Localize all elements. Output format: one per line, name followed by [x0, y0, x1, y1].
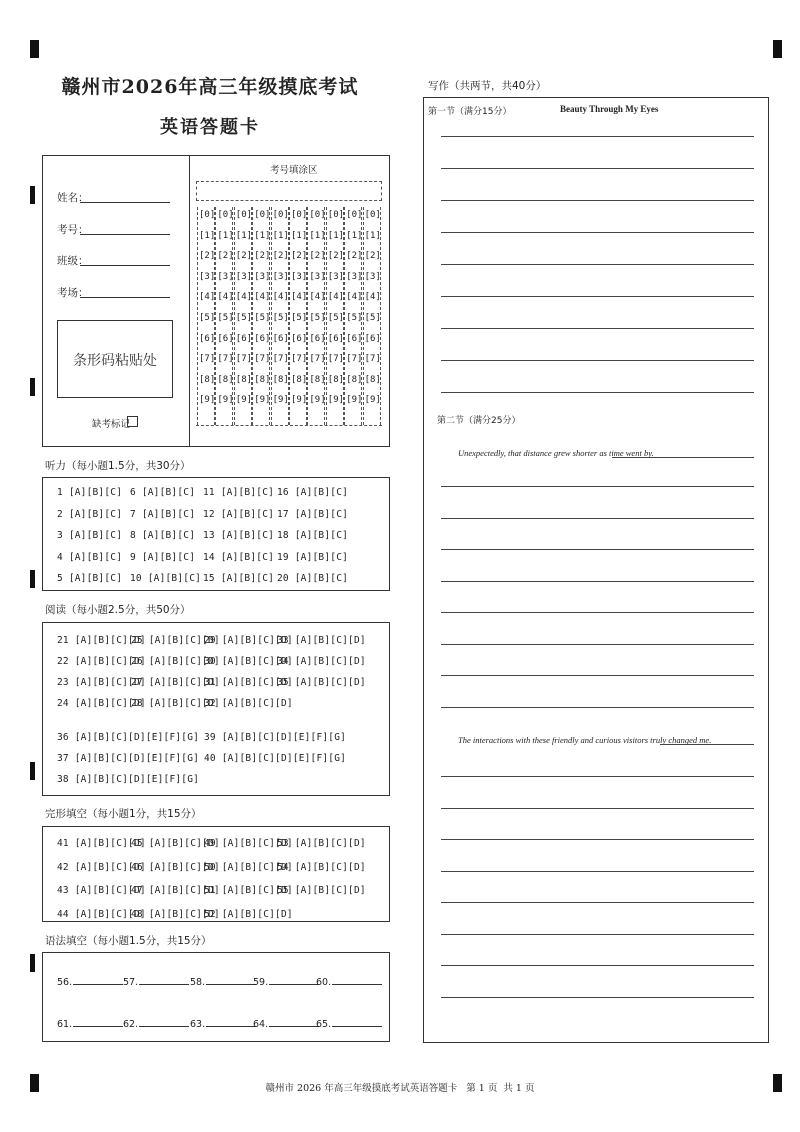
id-digit-bubble[interactable]: [8]	[199, 374, 216, 385]
id-digit-bubble[interactable]: [6]	[199, 333, 216, 344]
id-digit-bubble[interactable]: [0]	[327, 210, 345, 220]
id-digit-bubble[interactable]: [8]	[291, 374, 308, 385]
id-digit-bubble[interactable]: [6]	[364, 333, 381, 344]
id-digit-bubble[interactable]: [0]	[254, 210, 271, 220]
writing-line[interactable]	[441, 168, 754, 169]
writing-line[interactable]	[441, 581, 754, 582]
exam-number-field[interactable]	[80, 234, 170, 235]
writing-line[interactable]	[441, 360, 754, 361]
class-label: 班级：	[57, 255, 89, 267]
id-digit-bubble[interactable]: [4]	[364, 292, 381, 303]
id-digit-bubble[interactable]: [6]	[254, 333, 271, 344]
card-title: 英语答题卡	[160, 117, 260, 138]
grammar-blank[interactable]	[57, 977, 123, 988]
seven-choice-question[interactable]: 37 [A][B][C][D][E][F][G]	[57, 753, 200, 764]
id-digit-bubble[interactable]: [3]	[199, 271, 216, 282]
id-digit-bubble[interactable]: [5]	[217, 313, 234, 323]
id-digit-bubble[interactable]: [5]	[346, 313, 363, 323]
id-digit-bubble[interactable]: [8]	[309, 374, 326, 385]
grammar-answer-line[interactable]	[139, 984, 189, 985]
paragraph2-first-line[interactable]	[660, 744, 754, 745]
exam-title: 赣州市2026年高三年级摸底考试	[61, 76, 359, 98]
writing-line[interactable]	[441, 264, 754, 265]
id-digit-input-row	[196, 181, 382, 201]
reading-question[interactable]: 31 [A][B][C][D]	[204, 677, 293, 688]
id-digit-bubble[interactable]: [4]	[291, 292, 308, 303]
cloze-question[interactable]: 49 [A][B][C][D]	[204, 838, 293, 849]
exam-room-field[interactable]	[80, 297, 170, 298]
listening-question[interactable]: 5 [A][B][C]	[57, 573, 123, 584]
id-digit-bubble[interactable]: [0]	[272, 210, 289, 220]
listening-question[interactable]: 3 [A][B][C]	[57, 530, 123, 541]
id-digit-bubble[interactable]: [5]	[235, 313, 253, 323]
id-digit-bubble[interactable]: [3]	[254, 271, 271, 282]
grammar-answer-line[interactable]	[332, 1026, 382, 1027]
id-digit-column	[344, 207, 362, 425]
id-digit-bubble[interactable]: [8]	[364, 374, 381, 385]
paragraph1-prompt: Unexpectedly, that distance grew shorter as time went by.	[458, 448, 654, 458]
grammar-blank[interactable]	[123, 1019, 189, 1030]
id-digit-column	[363, 207, 381, 425]
id-digit-bubble[interactable]: [3]	[291, 271, 308, 282]
timing-mark	[30, 378, 35, 396]
id-digit-bubble[interactable]: [7]	[235, 354, 253, 365]
timing-mark	[30, 186, 35, 204]
id-digit-bubble[interactable]: [2]	[291, 251, 308, 262]
id-digit-bubble[interactable]: [8]	[327, 374, 345, 385]
id-digit-bubble[interactable]: [9]	[291, 395, 308, 406]
id-digit-bubble[interactable]: [9]	[309, 395, 326, 406]
grammar-blank-number: 64.	[253, 1019, 269, 1030]
absent-label: 缺考标记	[92, 419, 131, 430]
id-digit-bubble[interactable]: [2]	[199, 251, 216, 262]
timing-mark	[30, 570, 35, 588]
id-digit-bubble[interactable]: [1]	[199, 230, 216, 241]
reading-question[interactable]: 25 [A][B][C][D]	[131, 635, 220, 646]
id-digit-bubble[interactable]: [7]	[217, 354, 234, 365]
writing-line[interactable]	[441, 549, 754, 550]
id-digit-bubble[interactable]: [3]	[346, 271, 363, 282]
listening-question[interactable]: 11 [A][B][C]	[203, 487, 275, 498]
writing-line[interactable]	[441, 392, 754, 393]
writing-line[interactable]	[441, 997, 754, 998]
id-digit-bubble[interactable]: [1]	[272, 230, 289, 241]
id-digit-bubble[interactable]: [9]	[364, 395, 381, 406]
grammar-blank-number: 60.	[316, 977, 332, 988]
listening-question[interactable]: 2 [A][B][C]	[57, 508, 123, 520]
id-digit-bubble[interactable]: [2]	[272, 251, 289, 262]
grammar-blank-number: 63.	[190, 1019, 206, 1030]
id-digit-bubble[interactable]: [7]	[272, 354, 289, 365]
grammar-answer-line[interactable]	[139, 1026, 189, 1027]
reading-question[interactable]: 22 [A][B][C][D]	[57, 656, 146, 667]
id-digit-column	[215, 207, 233, 425]
cloze-question[interactable]: 50 [A][B][C][D]	[204, 861, 293, 873]
id-digit-bubble[interactable]: [2]	[235, 251, 253, 262]
id-digit-bubble[interactable]: [5]	[199, 313, 216, 323]
writing-line[interactable]	[441, 839, 754, 840]
reading-question[interactable]: 28 [A][B][C][D]	[131, 698, 220, 709]
cloze-question[interactable]: 52 [A][B][C][D]	[204, 908, 293, 920]
seven-choice-question[interactable]: 38 [A][B][C][D][E][F][G]	[57, 774, 200, 785]
id-digit-bubble[interactable]: [6]	[346, 333, 363, 344]
id-digit-bubble[interactable]: [1]	[254, 230, 271, 241]
reading-question[interactable]: 30 [A][B][C][D]	[204, 656, 293, 667]
id-digit-bubble[interactable]: [5]	[364, 313, 381, 323]
grammar-answer-line[interactable]	[206, 984, 256, 985]
grammar-answer-line[interactable]	[73, 984, 123, 985]
id-digit-bubble[interactable]: [2]	[217, 251, 234, 262]
grammar-blank[interactable]	[57, 1019, 123, 1030]
exam-number-label: 考号：	[57, 224, 89, 236]
id-digit-bubble[interactable]: [4]	[254, 292, 271, 303]
id-digit-column	[197, 207, 215, 425]
cloze-question[interactable]: 53 [A][B][C][D]	[277, 838, 366, 849]
grammar-blank[interactable]	[316, 1019, 382, 1030]
seven-choice-question[interactable]: 40 [A][B][C][D][E][F][G]	[204, 753, 347, 764]
id-digit-bubble[interactable]: [4]	[272, 292, 289, 303]
writing-line[interactable]	[441, 328, 754, 329]
id-digit-bubble[interactable]: [0]	[199, 210, 216, 220]
writing-line[interactable]	[441, 232, 754, 233]
reading-question[interactable]: 26 [A][B][C][D]	[131, 656, 220, 667]
id-digit-bubble[interactable]: [5]	[272, 313, 289, 323]
writing-line[interactable]	[441, 612, 754, 613]
id-digit-bubble[interactable]: [3]	[327, 271, 345, 282]
listening-question[interactable]: 7 [A][B][C]	[130, 508, 196, 520]
id-digit-bubble[interactable]: [4]	[346, 292, 363, 303]
id-digit-bubble[interactable]: [3]	[235, 271, 253, 282]
exam-room-label: 考场：	[57, 287, 89, 299]
id-digit-bubble[interactable]: [4]	[309, 292, 326, 303]
id-digit-bubble[interactable]: [4]	[217, 292, 234, 303]
id-digit-bubble[interactable]: [8]	[235, 374, 253, 385]
listening-question[interactable]: 10 [A][B][C]	[130, 573, 202, 584]
id-digit-column	[252, 207, 270, 425]
timing-mark	[30, 762, 35, 780]
id-digit-bubble[interactable]: [7]	[254, 354, 271, 365]
writing-part1-label: 第一节（满分15分）	[428, 107, 512, 117]
cloze-question[interactable]: 45 [A][B][C][D]	[131, 838, 220, 849]
listening-question[interactable]: 8 [A][B][C]	[130, 530, 196, 541]
grammar-blank-number: 62.	[123, 1019, 139, 1030]
id-digit-bubble[interactable]: [5]	[291, 313, 308, 323]
id-digit-bubble[interactable]: [5]	[309, 313, 326, 323]
writing-line[interactable]	[441, 486, 754, 487]
grammar-blank[interactable]	[253, 977, 319, 988]
cloze-title: 完形填空（每小题1分，共15分）	[45, 808, 202, 820]
listening-question[interactable]: 13 [A][B][C]	[203, 530, 275, 541]
id-digit-bubble[interactable]: [5]	[327, 313, 345, 323]
listening-question[interactable]: 12 [A][B][C]	[203, 508, 275, 520]
name-label: 姓名：	[57, 192, 89, 204]
listening-question[interactable]: 14 [A][B][C]	[203, 551, 275, 563]
paragraph1-first-line[interactable]	[612, 457, 754, 458]
id-digit-bubble[interactable]: [0]	[309, 210, 326, 220]
grammar-answer-line[interactable]	[206, 1026, 256, 1027]
writing-line[interactable]	[441, 518, 754, 519]
reading-question[interactable]: 29 [A][B][C][D]	[204, 635, 293, 646]
id-digit-bubble[interactable]: [2]	[327, 251, 345, 262]
id-digit-bubble[interactable]: [0]	[235, 210, 253, 220]
id-grid-bottom-border	[196, 425, 382, 426]
writing-line[interactable]	[441, 707, 754, 708]
listening-question[interactable]: 15 [A][B][C]	[203, 573, 275, 584]
listening-question[interactable]: 4 [A][B][C]	[57, 551, 123, 563]
cloze-question[interactable]: 41 [A][B][C][D]	[57, 838, 146, 849]
grammar-blank[interactable]	[190, 977, 256, 988]
barcode-label: 条形码粘贴处	[73, 353, 157, 369]
id-digit-bubble[interactable]: [7]	[346, 354, 363, 365]
id-digit-bubble[interactable]: [4]	[327, 292, 345, 303]
listening-title: 听力（每小题1.5分，共30分）	[45, 460, 191, 472]
id-digit-bubble[interactable]: [1]	[217, 230, 234, 241]
id-digit-bubble[interactable]: [9]	[327, 395, 345, 406]
reading-question[interactable]: 21 [A][B][C][D]	[57, 635, 146, 646]
cloze-question[interactable]: 51 [A][B][C][D]	[204, 885, 293, 896]
id-digit-bubble[interactable]: [8]	[346, 374, 363, 385]
listening-question[interactable]: 20 [A][B][C]	[277, 573, 349, 584]
reading-question[interactable]: 23 [A][B][C][D]	[57, 677, 146, 688]
id-digit-bubble[interactable]: [9]	[217, 395, 234, 406]
id-digit-bubble[interactable]: [6]	[327, 333, 345, 344]
id-digit-bubble[interactable]: [0]	[217, 210, 234, 220]
writing-part1-heading: Beauty Through My Eyes	[560, 104, 659, 114]
cloze-question[interactable]: 54 [A][B][C][D]	[277, 861, 366, 873]
id-digit-bubble[interactable]: [9]	[235, 395, 253, 406]
id-digit-column	[271, 207, 289, 425]
id-digit-bubble[interactable]: [8]	[217, 374, 234, 385]
reading-question[interactable]: 32 [A][B][C][D]	[204, 698, 293, 709]
id-digit-bubble[interactable]: [9]	[346, 395, 363, 406]
grammar-title: 语法填空（每小题1.5分，共15分）	[45, 935, 212, 947]
grammar-blank-number: 61.	[57, 1019, 73, 1030]
absent-checkbox[interactable]	[127, 416, 138, 427]
listening-question[interactable]: 16 [A][B][C]	[277, 487, 349, 498]
id-digit-bubble[interactable]: [2]	[364, 251, 381, 262]
corner-mark-top-left	[30, 40, 39, 58]
reading-box	[42, 622, 390, 796]
grammar-answer-line[interactable]	[73, 1026, 123, 1027]
grammar-blank[interactable]	[123, 977, 189, 988]
writing-line[interactable]	[441, 902, 754, 903]
class-field[interactable]	[80, 265, 170, 266]
grammar-blank-number: 56.	[57, 977, 73, 988]
id-digit-bubble[interactable]: [2]	[254, 251, 271, 262]
reading-question[interactable]: 24 [A][B][C][D]	[57, 698, 146, 709]
id-digit-bubble[interactable]: [2]	[346, 251, 363, 262]
seven-choice-question[interactable]: 36 [A][B][C][D][E][F][G]	[57, 732, 200, 743]
grammar-blank-number: 65.	[316, 1019, 332, 1030]
id-digit-bubble[interactable]: [0]	[291, 210, 308, 220]
id-digit-bubble[interactable]: [4]	[235, 292, 253, 303]
id-digit-bubble[interactable]: [1]	[346, 230, 363, 241]
id-digit-bubble[interactable]: [7]	[364, 354, 381, 365]
id-digit-bubble[interactable]: [0]	[346, 210, 363, 220]
id-digit-bubble[interactable]: [2]	[309, 251, 326, 262]
writing-line[interactable]	[441, 644, 754, 645]
grammar-blank-number: 58.	[190, 977, 206, 988]
id-digit-bubble[interactable]: [7]	[291, 354, 308, 365]
cloze-question[interactable]: 55 [A][B][C][D]	[277, 885, 366, 896]
reading-question[interactable]: 35 [A][B][C][D]	[277, 677, 366, 688]
id-digit-bubble[interactable]: [9]	[199, 395, 216, 406]
id-digit-bubble[interactable]: [3]	[217, 271, 234, 282]
id-digit-bubble[interactable]: [7]	[309, 354, 326, 365]
id-digit-bubble[interactable]: [3]	[364, 271, 381, 282]
id-digit-bubble[interactable]: [7]	[327, 354, 345, 365]
cloze-question[interactable]: 44 [A][B][C][D]	[57, 908, 146, 920]
writing-line[interactable]	[441, 200, 754, 201]
id-area-title: 考号填涂区	[270, 165, 318, 176]
id-digit-bubble[interactable]: [1]	[364, 230, 381, 241]
listening-question[interactable]: 1 [A][B][C]	[57, 487, 123, 498]
id-digit-bubble[interactable]: [6]	[291, 333, 308, 344]
id-digit-bubble[interactable]: [3]	[309, 271, 326, 282]
corner-mark-top-right	[773, 40, 782, 58]
writing-line[interactable]	[441, 965, 754, 966]
reading-title: 阅读（每小题2.5分，共50分）	[45, 604, 191, 616]
id-digit-bubble[interactable]: [1]	[309, 230, 326, 241]
grammar-answer-line[interactable]	[269, 984, 319, 985]
listening-question[interactable]: 9 [A][B][C]	[130, 551, 196, 563]
timing-mark	[30, 954, 35, 972]
grammar-blank[interactable]	[316, 977, 382, 988]
id-digit-column	[326, 207, 344, 425]
writing-title: 写作（共两节，共40分）	[428, 80, 547, 92]
cloze-question[interactable]: 42 [A][B][C][D]	[57, 861, 146, 873]
id-digit-bubble[interactable]: [1]	[327, 230, 345, 241]
name-field[interactable]	[80, 202, 170, 203]
page-footer: 赣州市 2026 年高三年级摸底考试英语答题卡 第 1 页 共 1 页	[265, 1083, 535, 1094]
writing-part2-label: 第二节（满分25分）	[437, 416, 521, 426]
id-digit-bubble[interactable]: [9]	[272, 395, 289, 406]
id-digit-bubble[interactable]: [5]	[254, 313, 271, 323]
id-digit-column	[234, 207, 252, 425]
reading-question[interactable]: 27 [A][B][C][D]	[131, 677, 220, 688]
id-digit-column	[289, 207, 307, 425]
id-digit-bubble[interactable]: [4]	[199, 292, 216, 303]
reading-question[interactable]: 33 [A][B][C][D]	[277, 635, 366, 646]
id-digit-bubble[interactable]: [6]	[217, 333, 234, 344]
cloze-question[interactable]: 43 [A][B][C][D]	[57, 885, 146, 896]
writing-line[interactable]	[441, 808, 754, 809]
writing-line[interactable]	[441, 296, 754, 297]
grammar-answer-line[interactable]	[332, 984, 382, 985]
grammar-blank-number: 57.	[123, 977, 139, 988]
writing-line[interactable]	[441, 675, 754, 676]
id-digit-bubble[interactable]: [8]	[272, 374, 289, 385]
cloze-question[interactable]: 47 [A][B][C][D]	[131, 885, 220, 896]
grammar-blank[interactable]	[190, 1019, 256, 1030]
listening-question[interactable]: 18 [A][B][C]	[277, 530, 349, 541]
id-digit-bubble[interactable]: [8]	[254, 374, 271, 385]
info-divider	[189, 155, 190, 447]
grammar-blank-number: 59.	[253, 977, 269, 988]
reading-question[interactable]: 34 [A][B][C][D]	[277, 656, 366, 667]
id-digit-bubble[interactable]: [1]	[291, 230, 308, 241]
id-digit-bubble[interactable]: [6]	[309, 333, 326, 344]
id-digit-bubble[interactable]: [0]	[364, 210, 381, 220]
grammar-answer-line[interactable]	[269, 1026, 319, 1027]
grammar-blank[interactable]	[253, 1019, 319, 1030]
cloze-question[interactable]: 48 [A][B][C][D]	[131, 908, 220, 920]
id-digit-bubble[interactable]: [1]	[235, 230, 253, 241]
seven-choice-question[interactable]: 39 [A][B][C][D][E][F][G]	[204, 732, 347, 743]
id-digit-bubble[interactable]: [7]	[199, 354, 216, 365]
listening-question[interactable]: 19 [A][B][C]	[277, 551, 349, 563]
writing-line[interactable]	[441, 871, 754, 872]
id-digit-bubble[interactable]: [9]	[254, 395, 271, 406]
listening-question[interactable]: 6 [A][B][C]	[130, 487, 196, 498]
listening-question[interactable]: 17 [A][B][C]	[277, 508, 349, 520]
writing-line[interactable]	[441, 136, 754, 137]
id-digit-bubble[interactable]: [6]	[272, 333, 289, 344]
writing-line[interactable]	[441, 934, 754, 935]
paragraph2-prompt: The interactions with these friendly and curious visitors truly changed me.	[458, 735, 712, 745]
cloze-question[interactable]: 46 [A][B][C][D]	[131, 861, 220, 873]
id-digit-bubble[interactable]: [6]	[235, 333, 253, 344]
id-digit-column	[307, 207, 325, 425]
id-digit-bubble[interactable]: [3]	[272, 271, 289, 282]
writing-line[interactable]	[441, 776, 754, 777]
